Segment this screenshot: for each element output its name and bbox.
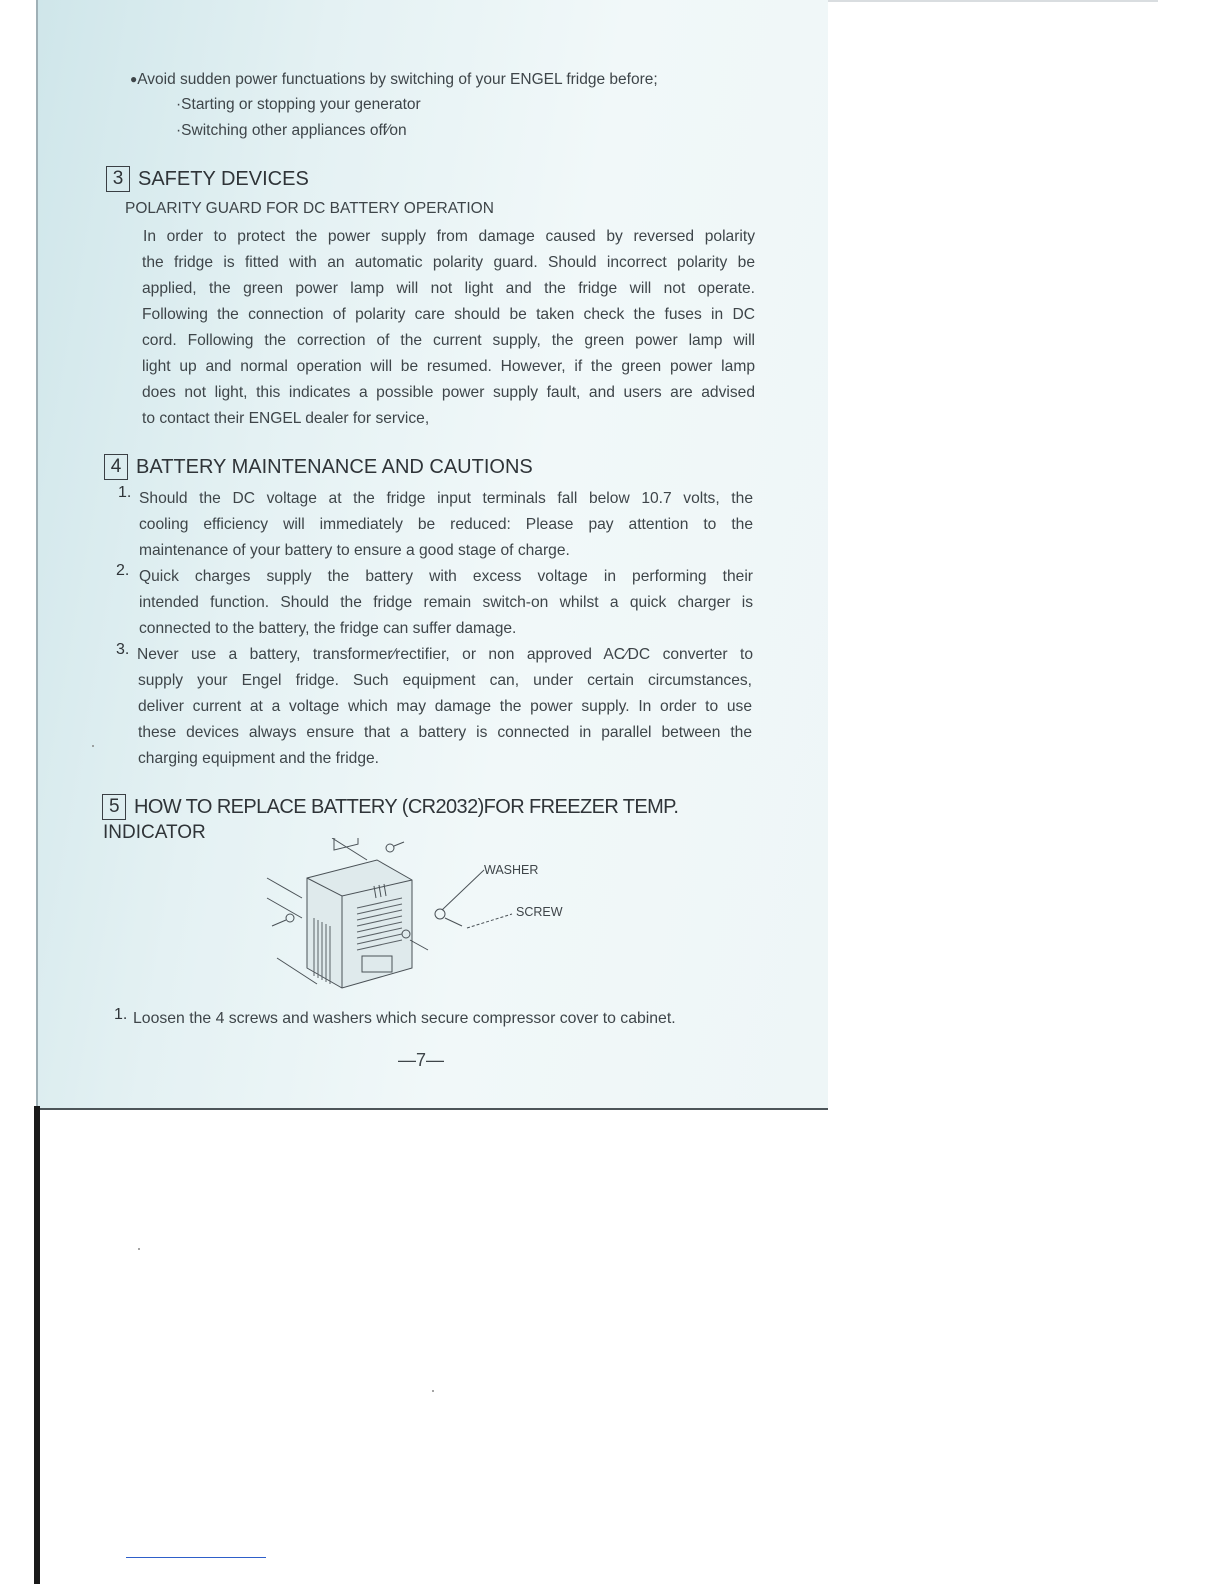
scan-top-line xyxy=(828,0,1158,2)
list-line: cooling efficiency will immediately be reduced: Please pay attention to the xyxy=(139,516,753,533)
section-number-box: 3 xyxy=(106,166,130,192)
paragraph-line: light up and normal operation will be resumed. However, if the green power lamp xyxy=(142,358,755,375)
section-4-heading xyxy=(104,454,533,480)
section-title: BATTERY MAINTENANCE AND CAUTIONS xyxy=(136,455,533,478)
paragraph-line: the fridge is fitted with an automatic polarity guard. Should incorrect polarity be xyxy=(142,254,755,271)
paragraph-line: does not light, this indicates a possible power supply fault, and users are advised xyxy=(142,384,755,401)
list-number: 1. xyxy=(114,1006,128,1023)
list-line: deliver current at a voltage which may damage the power supply. In order to use xyxy=(138,698,752,715)
blue-underline xyxy=(126,1557,266,1558)
screw-label: SCREW xyxy=(516,905,563,919)
paragraph-line: Following the connection of polarity care should be taken check the fuses in DC xyxy=(142,306,755,323)
section-title: SAFETY DEVICES xyxy=(138,167,309,190)
list-line: Quick charges supply the battery with excess voltage in performing their xyxy=(139,568,753,585)
scan-speck xyxy=(432,1390,434,1392)
list-number: 1. xyxy=(118,484,132,501)
scan-speck xyxy=(92,745,94,747)
scan-speck xyxy=(138,1248,140,1250)
paragraph-line: to contact their ENGEL dealer for service, xyxy=(142,410,430,427)
paragraph-line: In order to protect the power supply from damage caused by reversed polarity xyxy=(143,228,755,245)
intro-bullet xyxy=(130,66,658,93)
paragraph-line: applied, the green power lamp will not light and the fridge will not operate. xyxy=(142,280,755,297)
section-subtitle: POLARITY GUARD FOR DC BATTERY OPERATION xyxy=(125,200,494,217)
intro-subitem-text: Switching other appliances off∕on xyxy=(181,122,407,139)
scan-left-bar xyxy=(34,1106,40,1584)
list-line: intended function. Should the fridge remain switch-on whilst a quick charger is xyxy=(139,594,753,611)
section-5-heading xyxy=(102,794,678,820)
scan-left-edge xyxy=(36,0,38,1108)
list-line: these devices always ensure that a battery is connected in parallel between the xyxy=(138,724,752,741)
list-number: 2. xyxy=(116,562,130,579)
intro-subitem: ·Starting or stopping your generator xyxy=(176,96,421,113)
step-text: Loosen the 4 screws and washers which secure compressor cover to cabinet. xyxy=(133,1010,676,1027)
list-line: Should the DC voltage at the fridge input terminals fall below 10.7 volts, the xyxy=(139,490,753,507)
washer-label: WASHER xyxy=(484,863,539,877)
intro-bullet-text: Avoid sudden power functuations by switching of your ENGEL fridge before; xyxy=(137,71,658,88)
list-line: charging equipment and the fridge. xyxy=(138,750,380,767)
list-number: 3. xyxy=(116,641,130,658)
section-title: HOW TO REPLACE BATTERY (CR2032)FOR FREEZER TEMP. xyxy=(134,795,679,818)
section-title-continuation: INDICATOR xyxy=(103,822,206,843)
list-line: supply your Engel fridge. Such equipment can, under certain circumstances, xyxy=(138,672,752,689)
list-line: Never use a battery, transformer∕rectifier, or non approved AC∕DC converter to xyxy=(137,646,753,663)
section-3-heading xyxy=(106,166,309,192)
bullet-dot-icon: ● xyxy=(130,72,138,86)
page-bottom-edge xyxy=(38,1108,828,1110)
page-number: —7— xyxy=(398,1050,445,1070)
intro-subitem-text: Starting or stopping your generator xyxy=(181,96,421,113)
section-number-box: 4 xyxy=(104,454,128,480)
intro-subitem: ·Switching other appliances off∕on xyxy=(176,122,407,139)
list-line: connected to the battery, the fridge can suffer damage. xyxy=(139,620,517,637)
section-number-box: 5 xyxy=(102,794,126,820)
paragraph-line: cord. Following the correction of the current supply, the green power lamp will xyxy=(142,332,755,349)
list-line: maintenance of your battery to ensure a good stage of charge. xyxy=(139,542,570,559)
